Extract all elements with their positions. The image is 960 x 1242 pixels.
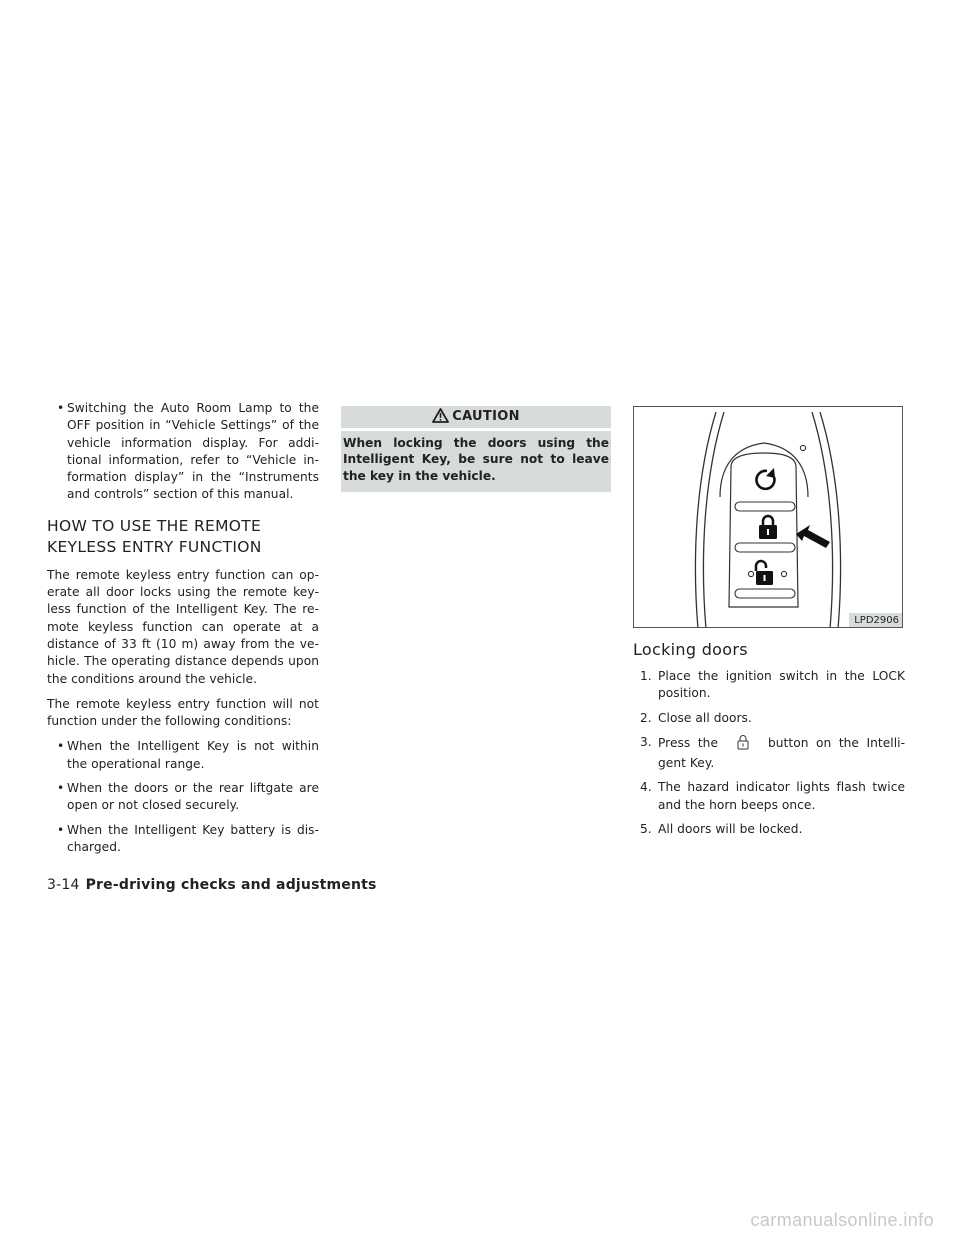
fob-led xyxy=(800,445,805,450)
key-fob-drawing xyxy=(634,407,903,628)
bullet-mark: • xyxy=(57,401,65,415)
step-number: 5. xyxy=(640,822,652,837)
list-item xyxy=(47,822,319,857)
list-item xyxy=(633,734,905,773)
list-item xyxy=(47,738,319,773)
step-text: The hazard indicator lights flash twice and the horn beeps once. xyxy=(658,780,905,812)
caution-title: CAUTION xyxy=(452,409,520,424)
list-item xyxy=(633,710,905,727)
bullet-text: When the doors or the rear liftgate are open or not closed securely. xyxy=(67,781,319,813)
heading-line-1: HOW TO USE THE REMOTE xyxy=(47,516,262,535)
button-divider xyxy=(735,589,795,598)
step-number: 3. xyxy=(640,734,652,749)
lock-icon xyxy=(759,516,777,539)
step-text-after: button on the Intelligent Key. xyxy=(658,735,905,771)
step-text: Close all doors. xyxy=(658,710,752,725)
unlock-icon xyxy=(748,561,786,585)
right-column xyxy=(633,406,905,845)
left-column xyxy=(47,400,319,863)
arrow-icon xyxy=(796,525,830,548)
caution-header xyxy=(341,406,611,428)
bullet-text: Switching the Auto Room Lamp to the OFF position in “Vehicle Settings” of the vehicle information display. For additional information, refer to “Vehicle information display” in the “Instruments and controls” section of this manual. xyxy=(67,401,319,502)
section-heading xyxy=(47,516,319,558)
bullet-text: When the Intelligent Key is not within the operational range. xyxy=(67,739,319,771)
fob-outline-left-2 xyxy=(703,412,724,628)
list-item xyxy=(633,668,905,703)
button-divider xyxy=(735,543,795,552)
step-number: 1. xyxy=(640,669,652,683)
list-item xyxy=(633,779,905,814)
step-text: All doors will be locked. xyxy=(658,822,803,837)
step-number: 2. xyxy=(640,710,652,725)
page-footer xyxy=(47,877,377,893)
page-number: 3-14 xyxy=(47,877,80,893)
step-number: 4. xyxy=(640,780,652,795)
heading-line-2: KEYLESS ENTRY FUNCTION xyxy=(47,537,262,556)
button-divider xyxy=(735,502,795,511)
section-name: Pre-driving checks and adjustments xyxy=(85,877,377,893)
bullet-mark: • xyxy=(57,739,65,754)
bullet-mark: • xyxy=(57,781,65,796)
step-text: Place the ignition switch in the LOCK position. xyxy=(658,669,905,701)
key-fob-illustration xyxy=(633,406,903,628)
paragraph-conditions: The remote keyless entry function will not function under the following conditions: xyxy=(47,696,319,729)
remote-start-icon xyxy=(756,468,775,489)
fob-outline-right-1 xyxy=(812,412,833,628)
lock-button-icon xyxy=(718,734,768,755)
conditions-list xyxy=(47,738,319,856)
figure-label: LPD2906 xyxy=(849,613,902,627)
warning-triangle-icon xyxy=(432,408,449,431)
bullet-mark: • xyxy=(57,822,65,837)
caution-text: When locking the doors using the Intelligent Key, be sure not to leave the key in the vehicle. xyxy=(341,431,611,492)
list-item xyxy=(633,821,905,838)
list-item xyxy=(47,400,319,504)
subsection-title: Locking doors xyxy=(633,640,748,659)
steps-list xyxy=(633,668,905,838)
paragraph-intro: The remote keyless entry function can operate all door locks using the remote keyless function of the Intelligent Key. The remote keyless function can operate at a distance of 33 ft (10 m) away from the vehicle. The operating distance depends upon the conditions around the vehicle. xyxy=(47,567,319,686)
step-text-before: Press the xyxy=(658,735,718,750)
bullet-text: When the Intelligent Key battery is discharged. xyxy=(67,822,319,854)
caution-box xyxy=(341,406,611,492)
watermark: carmanualsonline.info xyxy=(750,1210,934,1230)
list-item xyxy=(47,780,319,815)
